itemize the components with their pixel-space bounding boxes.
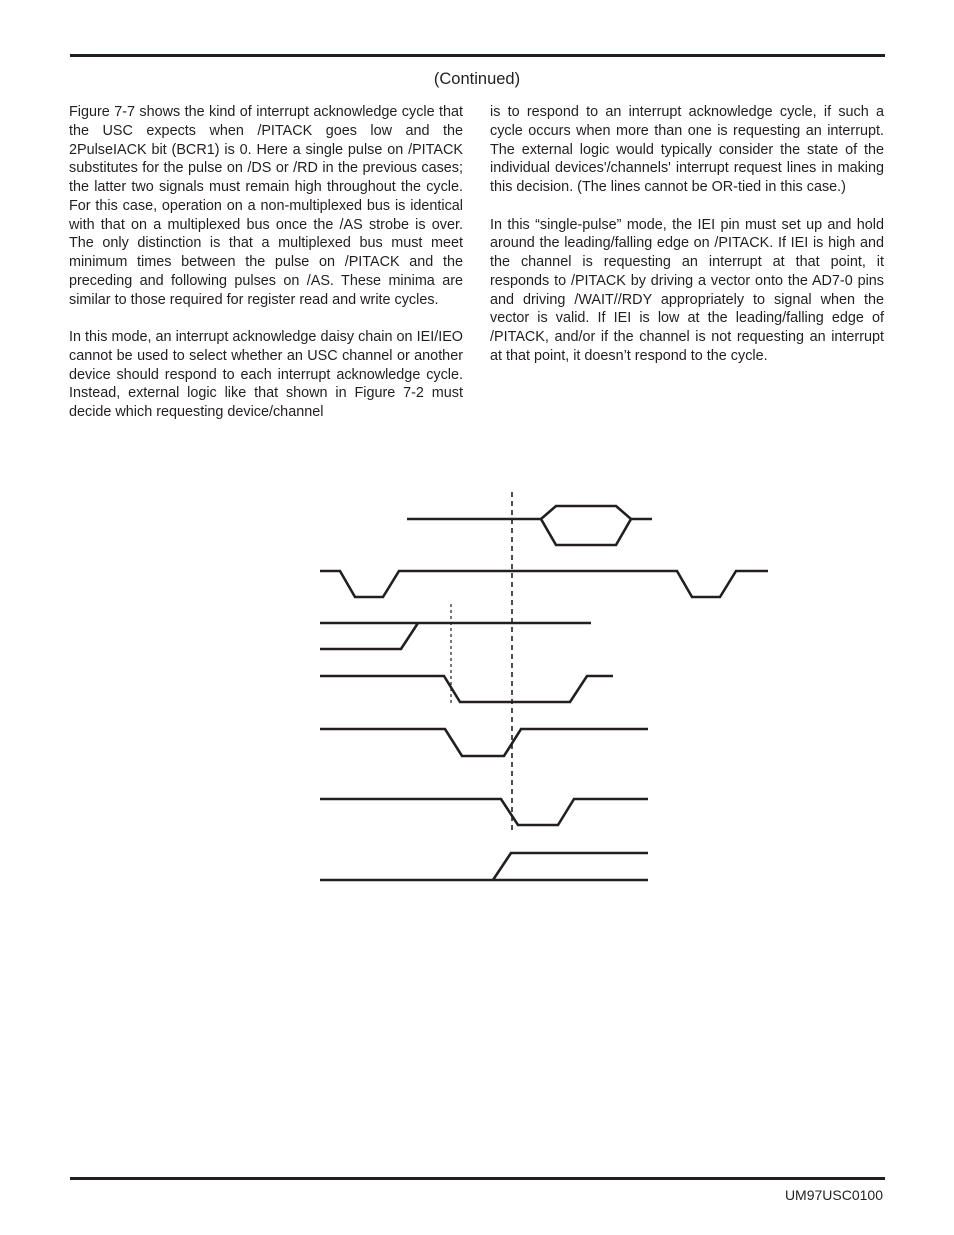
right-text-column: [490, 103, 884, 366]
continued-heading: (Continued): [433, 70, 521, 88]
timing-diagram: [300, 480, 790, 900]
output-signal-trace: [320, 853, 648, 880]
left-paragraph-1: Figure 7-7 shows the kind of interrupt acknowledge cycle that the USC expects when /PITACK goes low and the 2PulseIACK bit (BCR1) is 0. Here a single pulse on /PITACK substitutes for the pulse on /DS or /RD in the previous cases; the latter two signals must remain high throughout the cycle. For this case, operation on a non-multiplexed bus is identical with that on a multiplexed bus once the /AS strobe is over. The only distinction is that a multiplexed bus must meet minimum times between the pulse on /PITACK and the preceding and following pulses on /AS. These minima are similar to those required for register read and write cycles.: [69, 104, 463, 308]
right-paragraph-2: In this “single-pulse” mode, the IEI pin must set up and hold around the leading/falling edge on /PITACK. If IEI is high and the channel is requesting an interrupt at that point, it responds to /PITACK by driving a vector onto the AD7-0 pins and driving /WAIT//RDY appropriately to signal when the vector is valid. If IEI is low at the leading/falling edge of /PITACK, and/or if the channel is not requesting an interrupt at that point, it doesn’t respond to the cycle.: [490, 216, 884, 364]
right-paragraph-1: is to respond to an interrupt acknowledge cycle, if such a cycle occurs when more than one is requesting an interrupt. The external logic would typically consider the state of the individual devices'/channels' interrupt request lines in making this decision. (The lines cannot be OR-tied in this case.): [490, 104, 884, 195]
bottom-rule: [70, 1177, 885, 1180]
iei-signal-trace: [320, 623, 591, 649]
strobe-signal-trace: [320, 571, 768, 597]
bus-signal-trace: [407, 506, 652, 545]
top-rule: [70, 54, 885, 57]
left-paragraph-2: In this mode, an interrupt acknowledge daisy chain on IEI/IEO cannot be used to select whether an USC channel or another device should respond to each interrupt acknowledge cycle. Instead, external logic like that shown in Figure 7-2 must decide which requesting device/channel: [69, 329, 463, 420]
left-text-column: [69, 103, 463, 422]
pitack-signal-trace: [320, 676, 613, 702]
document-code: UM97USC0100: [784, 1187, 883, 1203]
ack-signal-trace: [320, 799, 648, 825]
wait-rdy-signal-trace: [320, 729, 648, 756]
